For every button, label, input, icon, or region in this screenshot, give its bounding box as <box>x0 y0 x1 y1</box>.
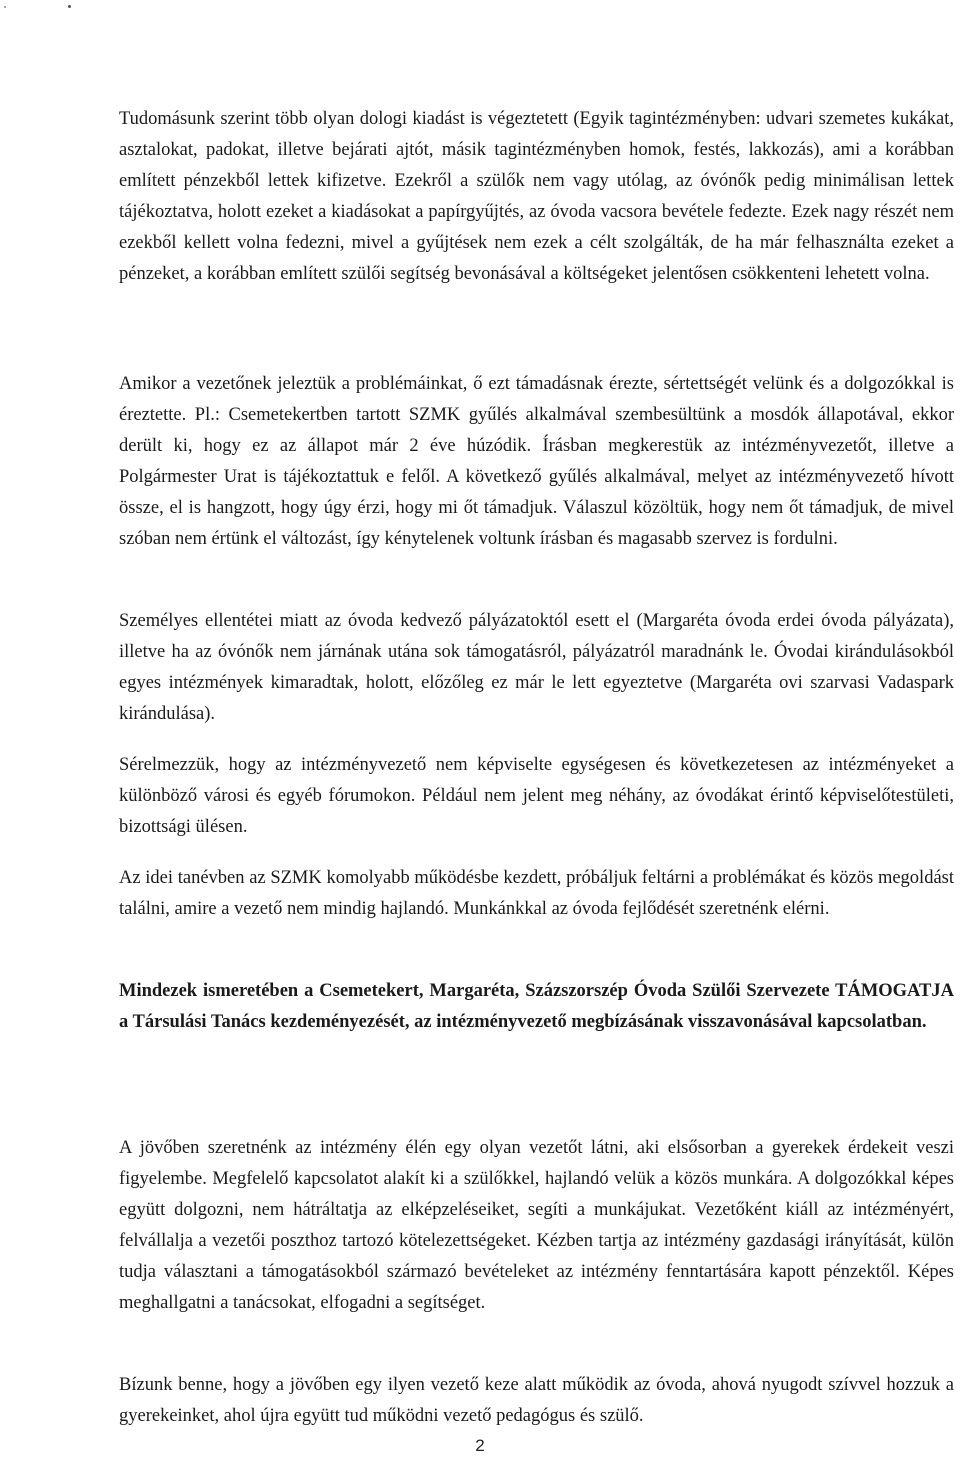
paragraph-representation: Sérelmezzük, hogy az intézményvezető nem képviselte egységesen és következetesen az intézményeket a különböző városi és egyéb fórumokon. Például nem jelent meg néhány, az óvodákat érintő képviselőtestületi, bizottsági ülésen. <box>119 755 954 837</box>
scan-speck <box>68 5 71 8</box>
paragraph-expenses: Tudomásunk szerint több olyan dologi kiadást is végeztetett (Egyik tagintézményben: udvari szemetes kukákat, asztalokat, padokat, illetve bejárati ajtót, másik tagintézményben homok, festés, lakkozás), ami a korábban említett pénzekből lettek kifizetve. Ezekről a szülők nem vagy utólag, az óvónők pedig minimálisan lettek tájékoztatva, holott ezeket a kiadásokat a papírgyűjtés, az óvoda vacsora bevétele fedezte. Ezek nagy részét nem ezekből kellett volna fedezni, mivel a gyűjtések nem ezek a célt szolgálták, de ha már felhasználta ezeket a pénzeket, a korábban említett szülői segítség bevonásával a költségeket jelentősen csökkenteni lehetett volna. <box>119 109 954 284</box>
paragraph-gap <box>119 1069 954 1133</box>
paragraph-gap <box>119 730 954 750</box>
paragraph-complaints: Amikor a vezetőnek jeleztük a problémáinkat, ő ezt támadásnak érezte, sértettségét velünk és a dolgozókkal is éreztette. Pl.: Csemetekertben tartott SZMK gyűlés alkalmával szembesültünk a mosdók állapotával, ekkor derült ki, hogy ez az állapot már 2 éve húzódik. Írásban megkerestük az intézményvezetőt, illetve a Polgármester Urat is tájékoztattuk e felől. A következő gyűlés alkalmával, melyet az intézményvezető hívott össze, el is hangzott, hogy úgy érzi, hogy mi őt támadjuk. Válaszul közöltük, hogy nem őt támadjuk, de mivel szóban nem értünk el változást, így kénytelenek voltunk írásban és magasabb szervez is fordulni. <box>119 374 954 549</box>
paragraph-smk-activity: Az idei tanévben az SZMK komolyabb működésbe kezdett, próbáljuk feltárni a problémákat és közös megoldást találni, amire a vezető nem mindig hajlandó. Munkánkkal az óvoda fejlődését szeretnénk elérni. <box>119 868 954 919</box>
page-number: 2 <box>475 1436 485 1455</box>
paragraph-closing: Bízunk benne, hogy a jövőben egy ilyen vezető keze alatt működik az óvoda, ahová nyugodt szívvel hozzuk a gyerekeinket, ahol újra együtt tud működni vezető pedagógus és szülő. <box>119 1375 954 1426</box>
scan-speck <box>4 6 6 8</box>
paragraph-support-statement: Mindezek ismeretében a Csemetekert, Margaréta, Százszorszép Óvoda Szülői Szervezete TÁMOGATJA a Társulási Tanács kezdeményezését, az intézményvezető megbízásának visszavonásával kapcsolatban. <box>119 981 954 1032</box>
document-page <box>119 104 954 1463</box>
paragraph-gap <box>119 352 954 369</box>
paragraph-gap <box>119 586 954 606</box>
paragraph-gap <box>119 956 954 976</box>
paragraph-gap <box>119 843 954 863</box>
paragraph-gap <box>119 1350 954 1370</box>
paragraph-future-leader: A jövőben szeretnénk az intézmény élén egy olyan vezetőt látni, aki elsősorban a gyerekek érdekeit veszi figyelembe. Megfelelő kapcsolatot alakít ki a szülőkkel, hajlandó velük a közös munkára. A dolgozókkal képes együtt dolgozni, nem hátráltatja az elképzeléseiket, segíti a munkájukat. Vezetőként kiáll az intézményért, felvállalja a vezetői poszthoz tartozó kötelezettségeket. Kézben tartja az intézmény gazdasági irányítását, külön tudja választani a támogatásokból származó bevételeket az intézmény fenntartására kapott pénzektől. Képes meghallgatni a tanácsokat, elfogadni a segítséget. <box>119 1138 954 1313</box>
paragraph-tenders: Személyes ellentétei miatt az óvoda kedvező pályázatoktól esett el (Margaréta óvoda erdei óvoda pályázata), illetve ha az óvónők nem járnának utána sok támogatásról, pályázatról maradnánk le. Óvodai kirándulásokból egyes intézmények kimaradtak, holott, előzőleg ez már le lett egyeztetve (Margaréta ovi szarvasi Vadaspark kirándulása). <box>119 611 954 724</box>
